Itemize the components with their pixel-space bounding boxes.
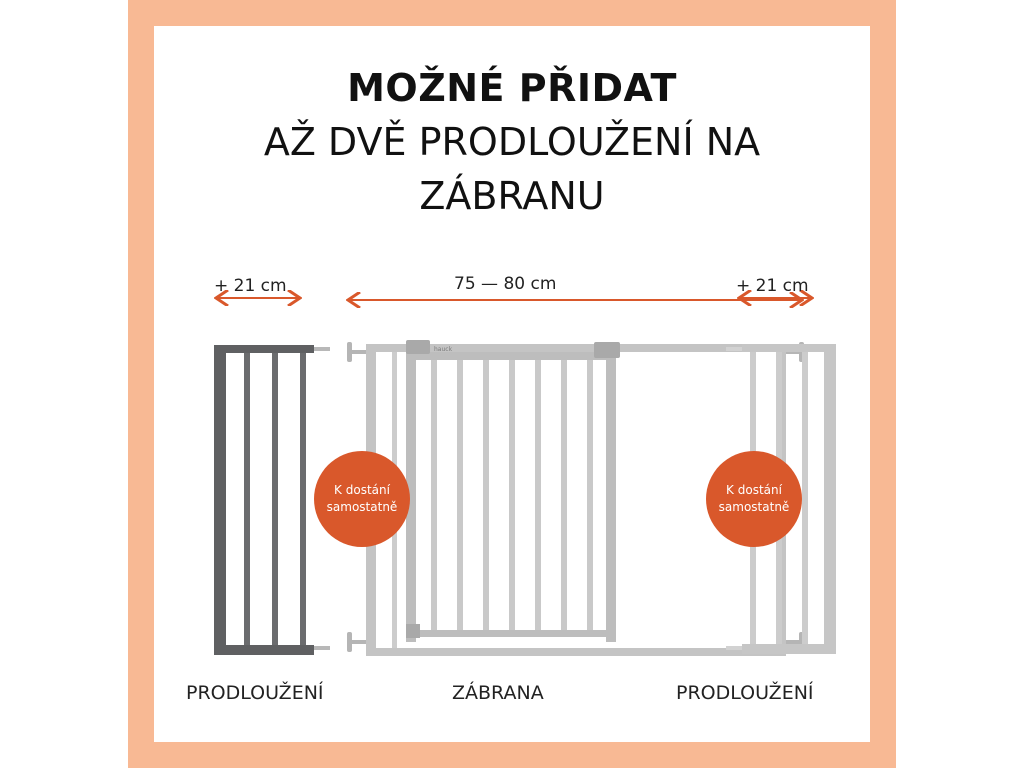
headline-line-3: ZÁBRANU [419, 174, 605, 218]
headline-line-2: AŽ DVĚ PRODLOUŽENÍ NA [263, 120, 761, 164]
badge-right-line-1: K dostání [726, 483, 782, 497]
extension-left-dark [214, 345, 330, 655]
caption-extension-right: PRODLOUŽENÍ [676, 682, 814, 704]
dimension-left: + 21 cm [214, 276, 287, 296]
badge-sold-separately-right [706, 451, 802, 547]
caption-extension-left: PRODLOUŽENÍ [186, 682, 324, 704]
badge-left-line-1: K dostání [334, 483, 390, 497]
dimension-center: 75 — 80 cm [454, 274, 557, 294]
caption-gate: ZÁBRANA [452, 682, 544, 704]
dimension-right: + 21 cm [736, 276, 809, 296]
peach-frame [128, 0, 896, 768]
headline-bold: MOŽNÉ PŘIDAT [347, 66, 677, 110]
gate-illustration [154, 26, 870, 742]
badge-sold-separately-left [314, 451, 410, 547]
badge-left-line-2: samostatně [326, 500, 398, 514]
gate-brand-text: hauck [434, 346, 453, 353]
content-panel [154, 26, 870, 742]
badge-right-line-2: samostatně [718, 500, 790, 514]
